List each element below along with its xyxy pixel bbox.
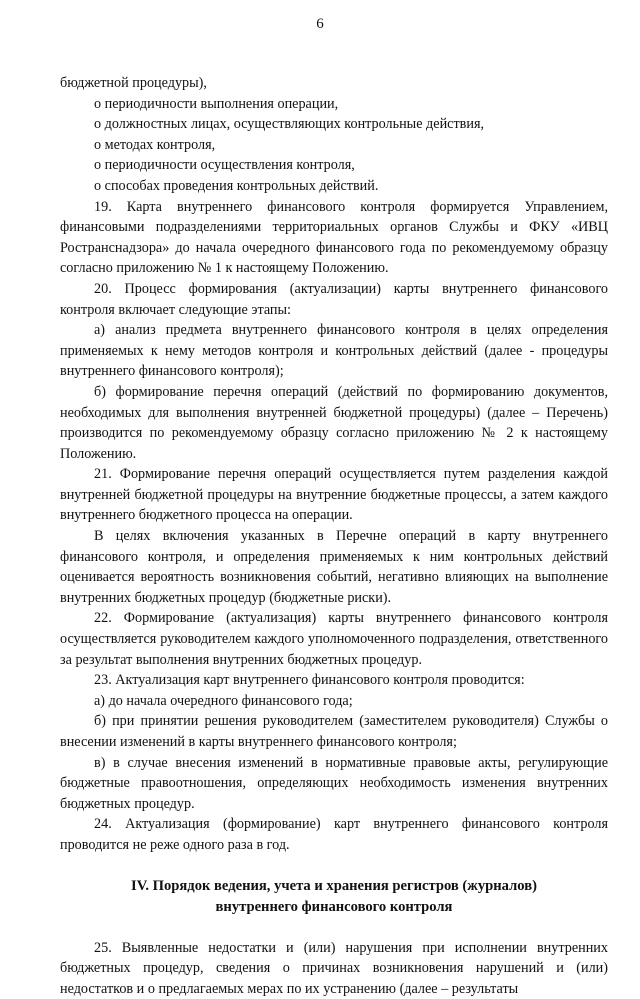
- paragraph-23a: а) до начала очередного финансового года;: [94, 692, 353, 709]
- paragraph-24: 24. Актуализация (формирование) карт внутреннего финансового контроля проводится не реже одного раза в год.: [60, 816, 608, 853]
- paragraph-23: 23. Актуализация карт внутреннего финансового контроля проводится:: [94, 672, 525, 689]
- paragraph: о периодичности осуществления контроля,: [94, 157, 355, 174]
- section-heading: [60, 876, 608, 918]
- paragraph-22: 22. Формирование (актуализация) карты внутреннего финансового контроля осуществляется руководителем каждого уполномоченного подразделения, ответственного за результат выполнения внутренних бюджетных процедур.: [60, 610, 608, 668]
- section-heading-line1: IV. Порядок ведения, учета и хранения регистров (журналов): [131, 877, 537, 894]
- page-number: 6: [316, 16, 324, 32]
- paragraph-19: 19. Карта внутреннего финансового контроля формируется Управлением, финансовыми подразделениями территориальных органов Службы и ФКУ «ИВЦ Ространснадзора» до начала очередного финансового года по рекомендуемому образцу согласно приложению № 1 к настоящему Положению.: [60, 198, 608, 277]
- paragraph: о методах контроля,: [94, 136, 216, 153]
- paragraph-23c: в) в случае внесения изменений в нормативные правовые акты, регулирующие бюджетные правоотношения, определяющих необходимость изменения внутренних бюджетных процедур.: [60, 754, 608, 812]
- document-body: [60, 73, 608, 999]
- paragraph-21: 21. Формирование перечня операций осуществляется путем разделения каждой внутренней бюджетной процедуры на внутренние бюджетные процессы, а затем каждого внутреннего бюджетного процесса на операции.: [60, 466, 608, 524]
- paragraph: о должностных лицах, осуществляющих контрольные действия,: [94, 116, 485, 133]
- section-heading-line2: внутреннего финансового контроля: [215, 898, 453, 915]
- paragraph: бюджетной процедуры),: [60, 75, 207, 91]
- paragraph-23b: б) при принятии решения руководителем (заместителем руководителя) Службы о внесении изменений в карты внутреннего финансового контроля;: [60, 713, 608, 750]
- paragraph-20a: а) анализ предмета внутреннего финансового контроля в целях определения применяемых к нему методов контроля и контрольных действий (далее - процедуры внутреннего финансового контроля);: [60, 322, 608, 380]
- paragraph-20b: б) формирование перечня операций (действий по формированию документов, необходимых для выполнения внутренней бюджетной процедуры) (далее – Перечень) производится по рекомендуемому образцу согласно приложению № 2 к настоящему Положению.: [60, 383, 608, 462]
- paragraph-25: 25. Выявленные недостатки и (или) нарушения при исполнении внутренних бюджетных процедур, сведения о причинах возникновения нарушений и (или) недостатков и о предлагаемых мерах по их устранению (далее – результаты: [60, 939, 608, 997]
- paragraph-20: 20. Процесс формирования (актуализации) карты внутреннего финансового контроля включает следующие этапы:: [60, 280, 608, 318]
- paragraph: о способах проведения контрольных действий.: [94, 177, 379, 194]
- paragraph-21-cont: В целях включения указанных в Перечне операций в карту внутреннего финансового контроля, и определения применяемых к ним контрольных действий оценивается вероятность возникновения событий, негативно влияющих на выполнение внутренних бюджетных процедур (бюджетные риски).: [60, 528, 608, 606]
- paragraph: о периодичности выполнения операции,: [94, 95, 339, 112]
